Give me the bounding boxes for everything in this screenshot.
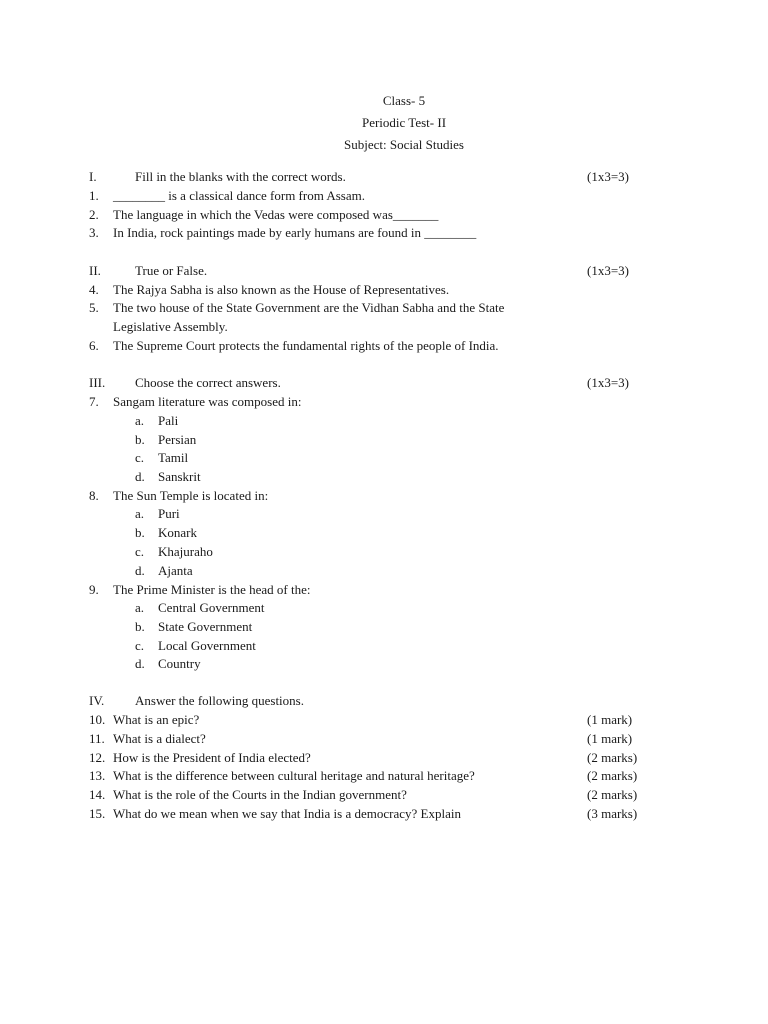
question-text: The two house of the State Government are the Vidhan Sabha and the State [113, 300, 505, 315]
answer-option [0, 411, 768, 430]
paper-header [0, 90, 768, 156]
section-marks: (1x3=3) [587, 169, 629, 184]
section-numeral: I. [89, 169, 97, 184]
answer-option [0, 467, 768, 486]
answer-option [0, 430, 768, 449]
section-title: Fill in the blanks with the correct words. [135, 169, 346, 184]
option-text: Pali [158, 413, 179, 428]
question-text: The language in which the Vedas were composed was_______ [113, 207, 439, 222]
question-text: What is the role of the Courts in the Indian government? [113, 787, 407, 802]
question-number: 11. [89, 731, 105, 746]
section-heading [0, 691, 768, 710]
question-number: 14. [89, 787, 106, 802]
option-letter: d. [135, 656, 145, 671]
question-item [0, 186, 768, 205]
question-text: In India, rock paintings made by early humans are found in ________ [113, 225, 477, 240]
section-numeral: IV. [89, 693, 105, 708]
option-letter: b. [135, 619, 145, 634]
question-text-continued: Legislative Assembly. [113, 319, 228, 334]
class-title: Class- 5 [382, 93, 426, 108]
option-text: Tamil [158, 450, 189, 465]
option-letter: d. [135, 469, 145, 484]
question-text: How is the President of India elected? [113, 750, 311, 765]
question-number: 5. [89, 300, 99, 315]
option-letter: c. [135, 638, 145, 653]
question-marks: (1 mark) [587, 712, 633, 727]
question-item [0, 336, 768, 355]
question-text: What do we mean when we say that India is a democracy? Explain [113, 806, 461, 821]
question-item [0, 804, 768, 823]
question-number: 12. [89, 750, 106, 765]
option-text: Central Government [158, 600, 265, 615]
question-number: 3. [89, 225, 99, 240]
option-text: Puri [158, 506, 180, 521]
option-text: Konark [158, 525, 197, 540]
question-number: 13. [89, 768, 106, 783]
question-text: What is a dialect? [113, 731, 206, 746]
test-title: Periodic Test- II [361, 115, 447, 130]
question-marks: (2 marks) [587, 750, 638, 765]
answer-option [0, 598, 768, 617]
question-item [0, 785, 768, 804]
option-text: Khajuraho [158, 544, 213, 559]
section-heading [0, 167, 768, 186]
question-text: The Rajya Sabha is also known as the House of Representatives. [113, 282, 450, 297]
option-letter: b. [135, 432, 145, 447]
subject-title: Subject: Social Studies [344, 137, 464, 152]
answer-option [0, 504, 768, 523]
section-heading [0, 261, 768, 280]
question-text: What is an epic? [113, 712, 200, 727]
question-number: 2. [89, 207, 99, 222]
answer-option [0, 542, 768, 561]
option-letter: d. [135, 563, 145, 578]
question-item [0, 280, 768, 299]
option-letter: a. [135, 506, 145, 521]
section-title: True or False. [135, 263, 208, 278]
answer-option [0, 654, 768, 673]
option-letter: a. [135, 600, 145, 615]
option-text: State Government [158, 619, 253, 634]
question-item [0, 298, 768, 317]
question-text: Sangam literature was composed in: [113, 394, 302, 409]
option-text: Sanskrit [158, 469, 201, 484]
question-item [0, 748, 768, 767]
option-letter: a. [135, 413, 145, 428]
question-item [0, 766, 768, 785]
section-numeral: II. [89, 263, 101, 278]
section-marks: (1x3=3) [587, 263, 629, 278]
question-continuation [0, 317, 768, 336]
option-letter: c. [135, 450, 145, 465]
option-text: Local Government [158, 638, 256, 653]
question-item [0, 223, 768, 242]
option-letter: b. [135, 525, 145, 540]
question-item [0, 486, 768, 505]
question-text: The Sun Temple is located in: [113, 488, 269, 503]
question-item [0, 580, 768, 599]
answer-option [0, 523, 768, 542]
question-marks: (3 marks) [587, 806, 638, 821]
question-item [0, 710, 768, 729]
question-item [0, 392, 768, 411]
option-letter: c. [135, 544, 145, 559]
question-number: 7. [89, 394, 99, 409]
section-heading [0, 373, 768, 392]
question-number: 9. [89, 582, 99, 597]
answer-option [0, 561, 768, 580]
question-number: 4. [89, 282, 99, 297]
section-marks: (1x3=3) [587, 375, 629, 390]
question-number: 6. [89, 338, 99, 353]
question-item [0, 205, 768, 224]
question-number: 15. [89, 806, 106, 821]
question-marks: (2 marks) [587, 787, 638, 802]
section-title: Choose the correct answers. [135, 375, 281, 390]
answer-option [0, 617, 768, 636]
question-text: The Supreme Court protects the fundamental rights of the people of India. [113, 338, 499, 353]
question-text: What is the difference between cultural heritage and natural heritage? [113, 768, 475, 783]
section-title: Answer the following questions. [135, 693, 304, 708]
question-marks: (2 marks) [587, 768, 638, 783]
section-numeral: III. [89, 375, 106, 390]
question-text: ________ is a classical dance form from Assam. [113, 188, 365, 203]
question-text: The Prime Minister is the head of the: [113, 582, 311, 597]
question-number: 10. [89, 712, 106, 727]
option-text: Ajanta [158, 563, 193, 578]
answer-option [0, 636, 768, 655]
question-item [0, 729, 768, 748]
question-marks: (1 mark) [587, 731, 633, 746]
option-text: Persian [158, 432, 197, 447]
option-text: Country [158, 656, 201, 671]
answer-option [0, 448, 768, 467]
question-number: 1. [89, 188, 99, 203]
question-number: 8. [89, 488, 99, 503]
